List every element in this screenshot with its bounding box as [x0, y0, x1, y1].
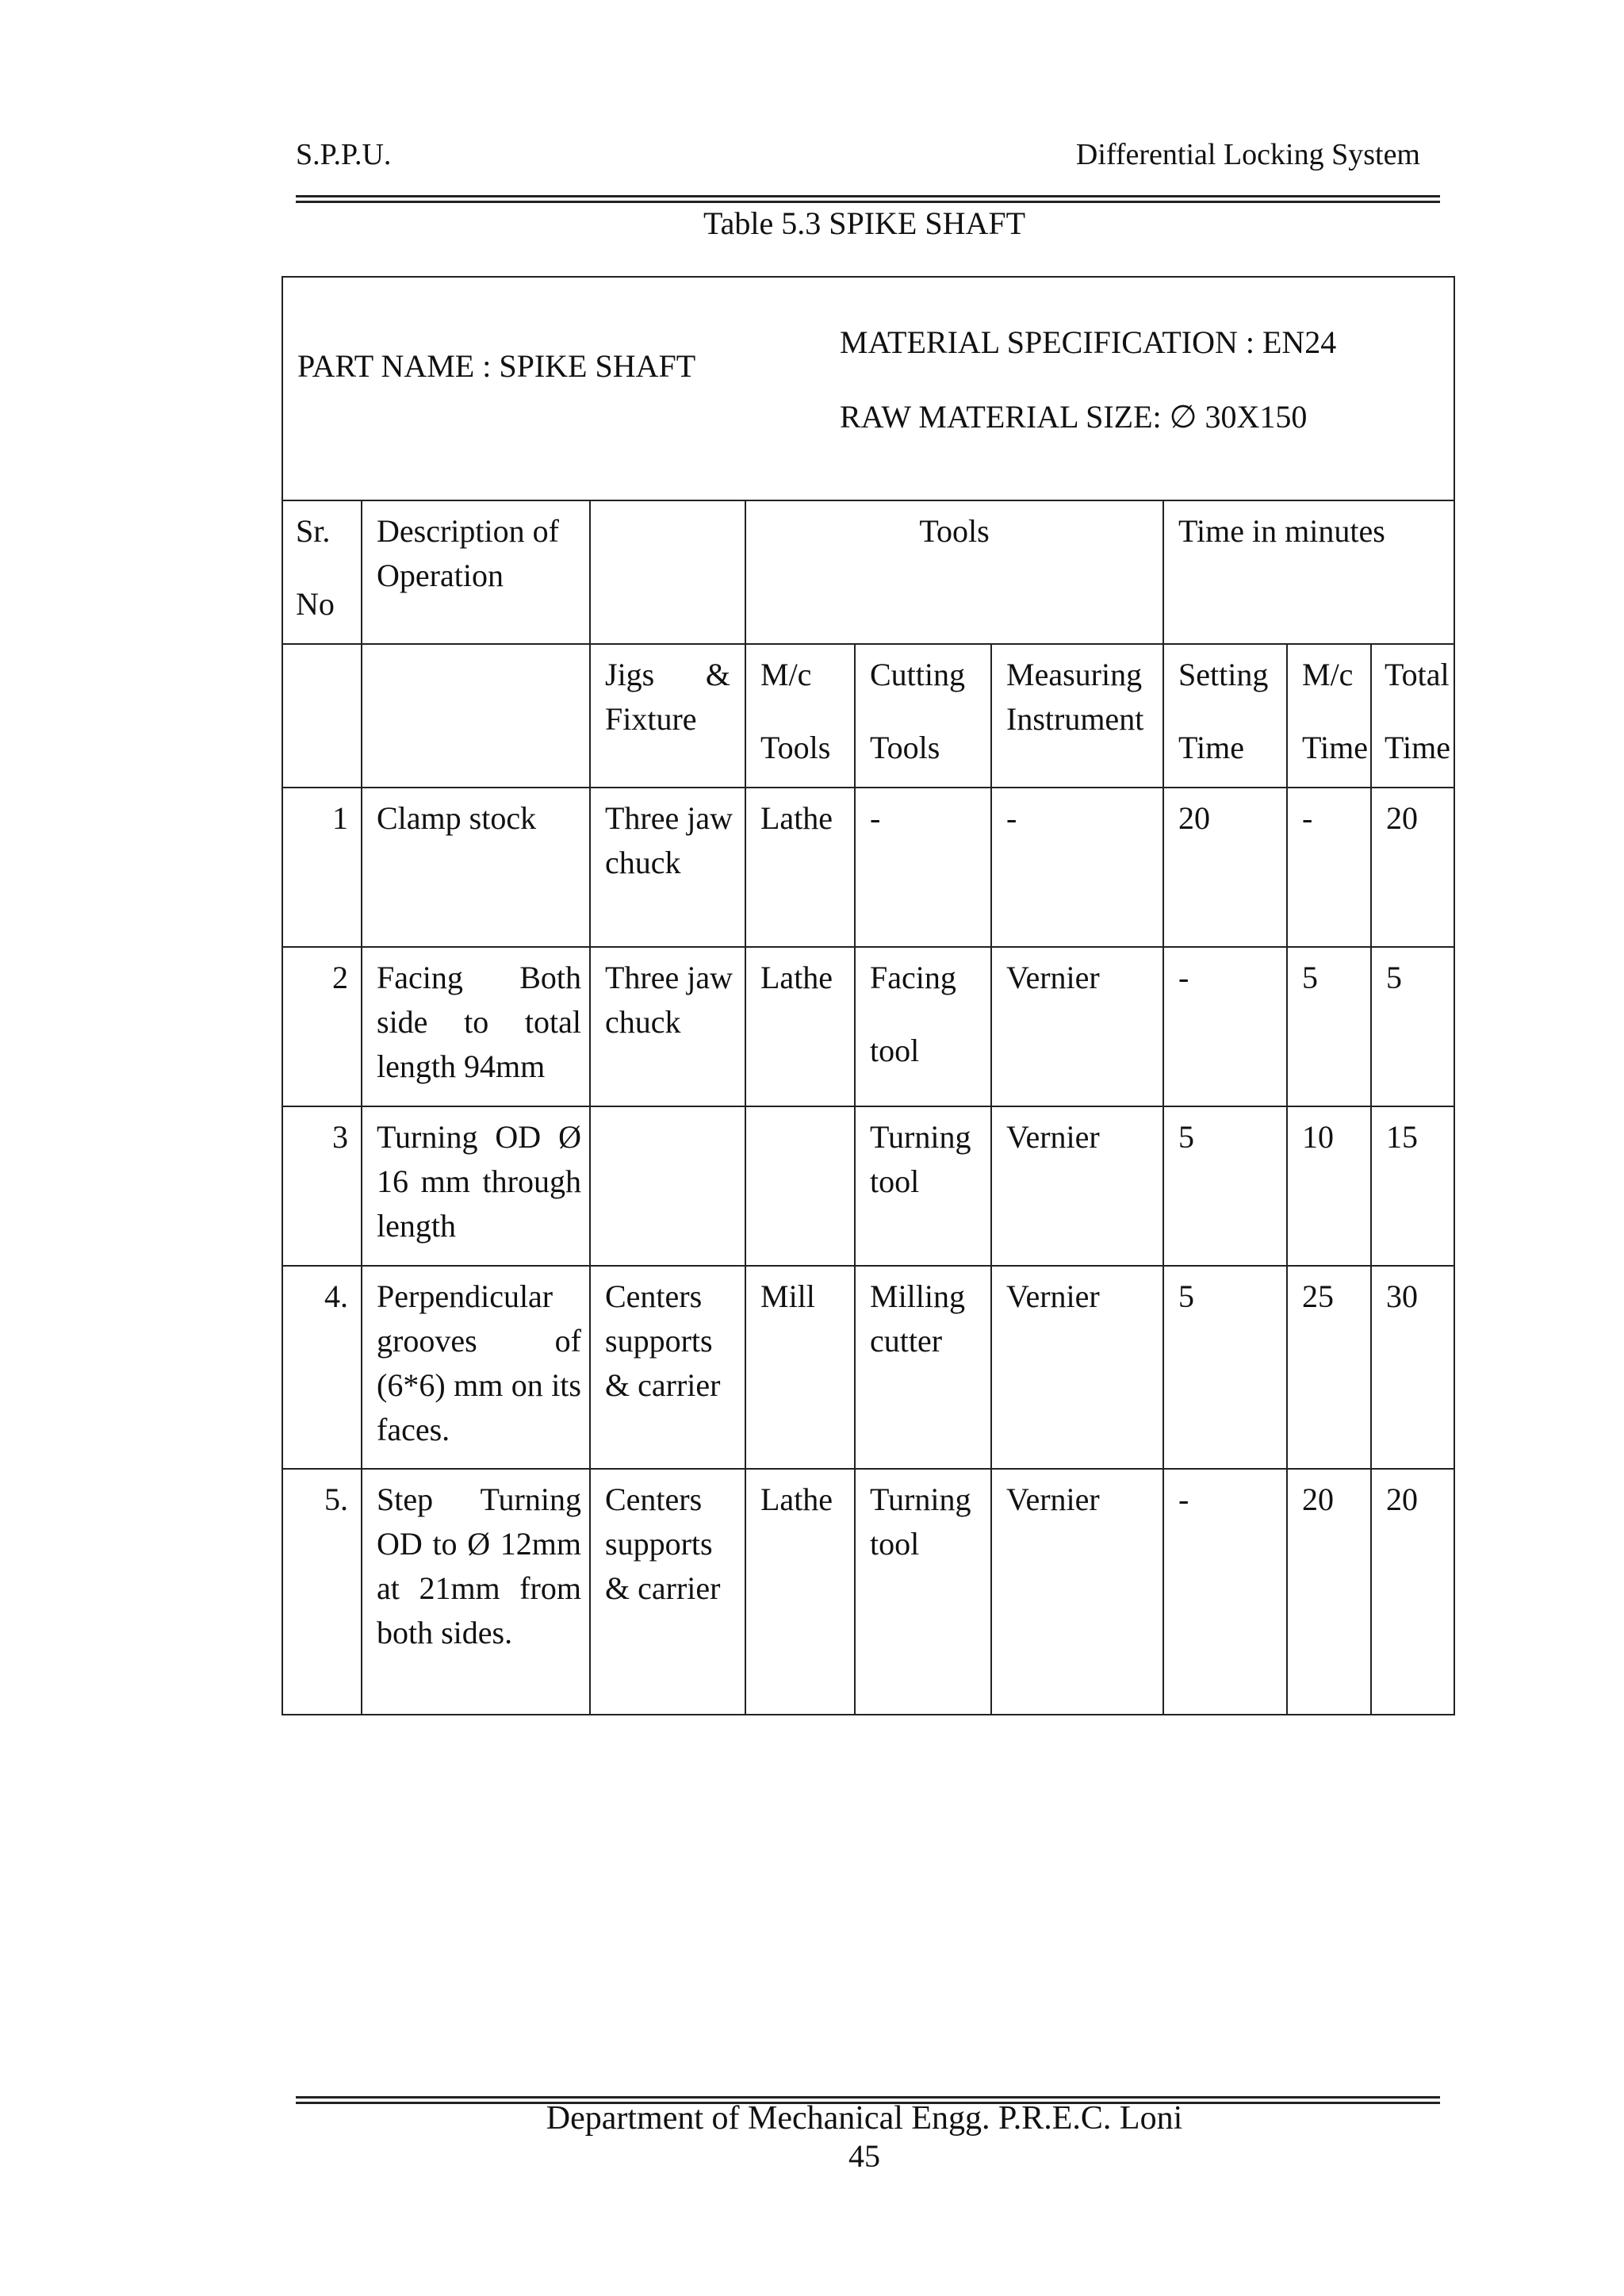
table-row — [282, 1106, 1454, 1266]
description-header: Description of Operation — [362, 500, 590, 644]
table-row — [282, 1266, 1454, 1469]
setting-time-cell: - — [1163, 1469, 1287, 1715]
measuring-instrument-cell: Vernier — [991, 1266, 1163, 1469]
measuring-instrument-cell: Vernier — [991, 1106, 1163, 1266]
mc-time-cell: - — [1287, 788, 1371, 947]
total-time-cell: 20 — [1371, 788, 1454, 947]
mc-time-cell: 10 — [1287, 1106, 1371, 1266]
description-cell: Perpendicular grooves of (6*6) mm on its faces. — [362, 1266, 590, 1469]
material-specification: MATERIAL SPECIFICATION : EN24 — [840, 324, 1337, 360]
measuring-instrument-cell: - — [991, 788, 1163, 947]
sr-no-cell: 2 — [282, 947, 362, 1106]
cutting-tool-cell: Milling cutter — [855, 1266, 991, 1469]
raw-material-size: RAW MATERIAL SIZE: ∅ 30X150 — [840, 399, 1308, 435]
running-header-right: Differential Locking System — [1075, 138, 1420, 171]
process-sheet-table — [282, 276, 1455, 1715]
mc-time-cell: 5 — [1287, 947, 1371, 1106]
total-time-header: Total Time — [1371, 644, 1454, 788]
jigs-fixture-header: Jigs & Fixture — [590, 644, 745, 788]
mc-time-cell: 25 — [1287, 1266, 1371, 1469]
mc-tools-header: M/c Tools — [745, 644, 855, 788]
mc-tool-cell — [745, 1106, 855, 1266]
total-time-cell: 30 — [1371, 1266, 1454, 1469]
time-header: Time in minutes — [1163, 500, 1454, 644]
description-cell: Facing Both side to total length 94mm — [362, 947, 590, 1106]
total-time-cell: 5 — [1371, 947, 1454, 1106]
part-name: PART NAME : SPIKE SHAFT — [297, 348, 696, 384]
mc-time-cell: 20 — [1287, 1469, 1371, 1715]
header-row-1 — [282, 500, 1454, 644]
description-cell: Turning OD Ø 16 mm through length — [362, 1106, 590, 1266]
cutting-tool-cell: - — [855, 788, 991, 947]
mc-tool-cell: Lathe — [745, 1469, 855, 1715]
cutting-tool-cell: Turning tool — [855, 1469, 991, 1715]
blank-sub-sr — [282, 644, 362, 788]
setting-time-cell: 5 — [1163, 1106, 1287, 1266]
mc-tool-cell: Mill — [745, 1266, 855, 1469]
mc-time-header: M/c Time — [1287, 644, 1371, 788]
setting-time-cell: 20 — [1163, 788, 1287, 947]
setting-time-cell: 5 — [1163, 1266, 1287, 1469]
sr-no-cell: 1 — [282, 788, 362, 947]
measuring-instrument-header: Measuring Instrument — [991, 644, 1163, 788]
cutting-tool-cell: Turning tool — [855, 1106, 991, 1266]
description-cell: Step Turning OD to Ø 12mm at 21mm from both sides. — [362, 1469, 590, 1715]
part-info-cell — [282, 277, 1454, 500]
mc-tool-cell: Lathe — [745, 947, 855, 1106]
tools-header: Tools — [745, 500, 1163, 644]
cutting-tools-header: Cutting Tools — [855, 644, 991, 788]
total-time-cell: 20 — [1371, 1469, 1454, 1715]
sr-no-cell: 5. — [282, 1469, 362, 1715]
table-row — [282, 1469, 1454, 1715]
sr-no-header: Sr. No — [282, 500, 362, 644]
mc-tool-cell: Lathe — [745, 788, 855, 947]
jig-fixture-cell: Three jaw chuck — [590, 947, 745, 1106]
measuring-instrument-cell: Vernier — [991, 1469, 1163, 1715]
part-info-row — [282, 277, 1454, 500]
setting-time-cell: - — [1163, 947, 1287, 1106]
header-rule-top — [296, 195, 1440, 197]
header-row-2 — [282, 644, 1454, 788]
jig-fixture-cell: Centers supports & carrier — [590, 1266, 745, 1469]
footer-department: Department of Mechanical Engg. P.R.E.C. Loni — [546, 2100, 1183, 2137]
jig-fixture-cell: Centers supports & carrier — [590, 1469, 745, 1715]
blank-header-cell — [590, 500, 745, 644]
table-row — [282, 947, 1454, 1106]
table-row — [282, 788, 1454, 947]
total-time-cell: 15 — [1371, 1106, 1454, 1266]
cutting-tool-cell: Facing tool — [855, 947, 991, 1106]
jig-fixture-cell: Three jaw chuck — [590, 788, 745, 947]
jig-fixture-cell — [590, 1106, 745, 1266]
measuring-instrument-cell: Vernier — [991, 947, 1163, 1106]
sr-no-cell: 3 — [282, 1106, 362, 1266]
footer-rule-top — [296, 2096, 1440, 2099]
description-cell: Clamp stock — [362, 788, 590, 947]
running-header-left: S.P.P.U. — [296, 138, 392, 171]
header-rule-bottom — [296, 201, 1440, 203]
page-number: 45 — [848, 2138, 880, 2174]
blank-sub-desc — [362, 644, 590, 788]
table-caption: Table 5.3 SPIKE SHAFT — [703, 205, 1026, 241]
sr-no-cell: 4. — [282, 1266, 362, 1469]
setting-time-header: Setting Time — [1163, 644, 1287, 788]
